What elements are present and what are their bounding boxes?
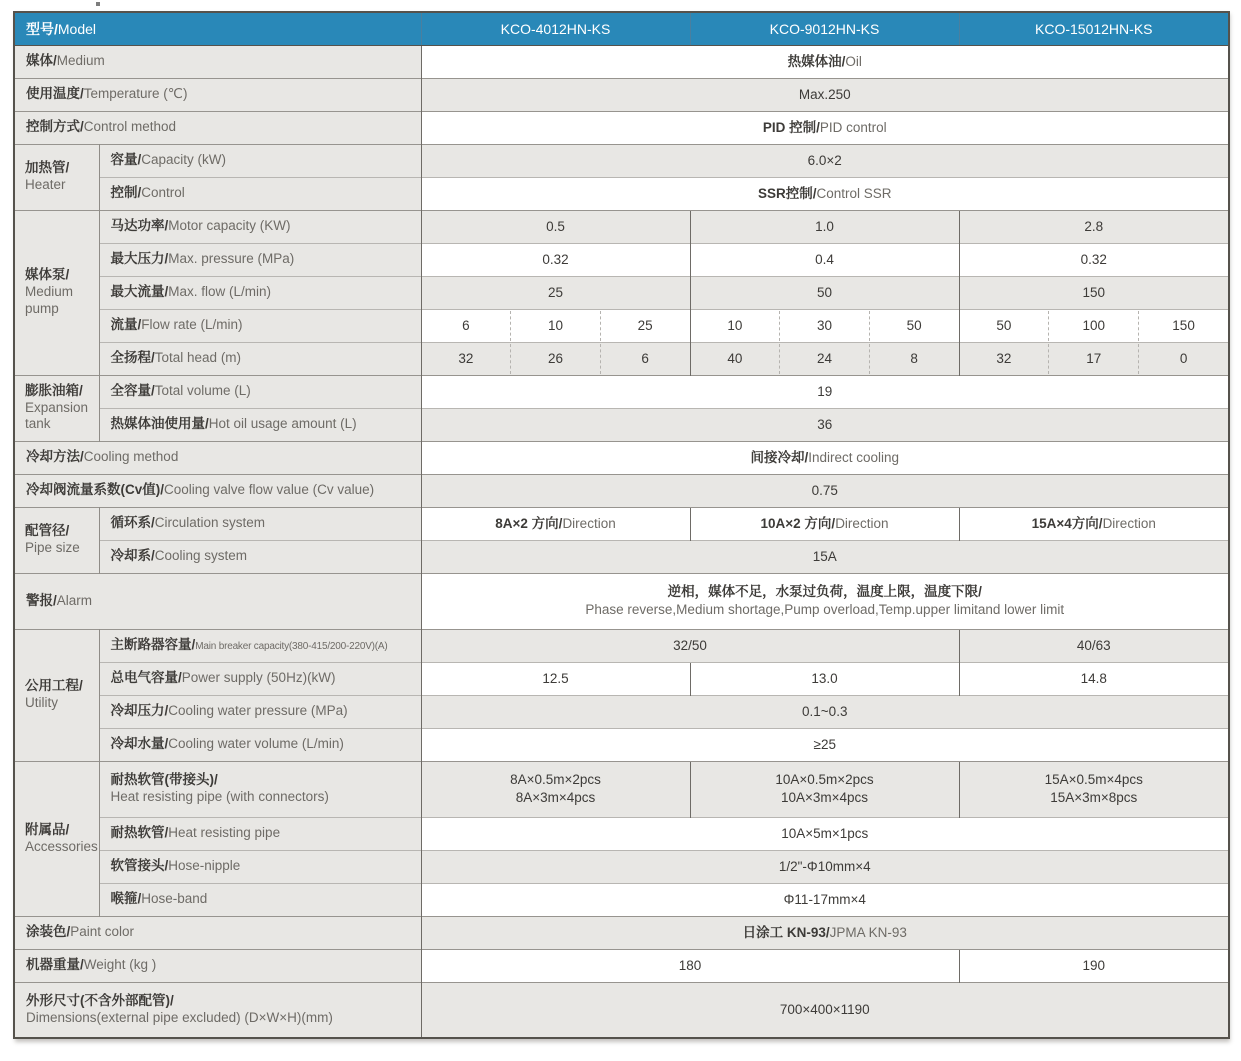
value-cell: 1/2"-Φ10mm×4 bbox=[421, 850, 1229, 883]
value-cell: 25 bbox=[421, 276, 690, 309]
row-label bbox=[14, 573, 421, 629]
sub-value: 17 bbox=[1048, 344, 1138, 374]
value-cell: 2.8 bbox=[959, 210, 1229, 243]
row-label bbox=[99, 144, 421, 177]
row-label bbox=[99, 408, 421, 441]
row-label bbox=[14, 111, 421, 144]
row-label bbox=[99, 629, 421, 662]
group-label-zh: 配管径/ bbox=[25, 523, 70, 539]
value-cell: 1.0 bbox=[690, 210, 959, 243]
group-label-en: Pipe size bbox=[25, 540, 80, 555]
sub-value: 24 bbox=[779, 344, 869, 374]
row-label bbox=[99, 507, 421, 540]
row-label-en: Total volume (L) bbox=[154, 383, 251, 399]
group-label-en: Accessories bbox=[25, 838, 98, 854]
sub-value-group bbox=[960, 311, 1229, 341]
row-label-en: Hose-nipple bbox=[168, 858, 241, 874]
row-label bbox=[14, 441, 421, 474]
value-zh: 15A×4方向/ bbox=[1031, 515, 1103, 531]
value-zh: PID 控制/ bbox=[762, 119, 820, 135]
value-cell: 0.32 bbox=[421, 243, 690, 276]
group-label-en: Utility bbox=[25, 695, 58, 710]
group-label-zh: 加热管/ bbox=[25, 160, 70, 176]
sub-value-group bbox=[422, 344, 690, 374]
value-cell bbox=[690, 507, 959, 540]
value-zh: SSR控制/ bbox=[757, 185, 817, 201]
value-cell: 15A bbox=[421, 540, 1229, 573]
sub-value: 150 bbox=[1138, 311, 1228, 341]
row-label bbox=[99, 375, 421, 408]
value-line: 10A×3m×4pcs bbox=[780, 790, 869, 805]
sub-value: 6 bbox=[600, 344, 690, 374]
value-cell bbox=[690, 761, 959, 817]
value-line: 15A×3m×8pcs bbox=[1050, 790, 1138, 805]
model-label-en: Model bbox=[57, 20, 97, 37]
sub-value: 0 bbox=[1138, 344, 1228, 374]
value-en: PID control bbox=[819, 119, 887, 135]
row-label-zh: 喉箍/ bbox=[110, 891, 142, 907]
value-line: 逆相，媒体不足，水泵过负荷，温度上限，温度下限/ bbox=[667, 584, 982, 600]
row-label-en: Hose-band bbox=[141, 891, 208, 907]
row-label-en: Capacity (kW) bbox=[141, 152, 227, 168]
model-header: KCO-4012HN-KS bbox=[421, 12, 690, 45]
value-cell bbox=[421, 916, 1229, 949]
group-label bbox=[14, 144, 99, 210]
sub-value: 10 bbox=[510, 311, 600, 341]
value-zh: 8A×2 方向/ bbox=[495, 515, 563, 531]
row-label-zh: 循环系/ bbox=[110, 515, 155, 531]
spec-table-wrap bbox=[13, 11, 1228, 1039]
row-label bbox=[99, 276, 421, 309]
row-label bbox=[99, 342, 421, 375]
value-en: JPMA KN-93 bbox=[829, 924, 907, 940]
row-label-en: Heat resisting pipe (with connectors) bbox=[110, 789, 329, 804]
value-cell: 13.0 bbox=[690, 662, 959, 695]
row-label-en: Temperature (℃) bbox=[83, 86, 188, 102]
value-cell: 0.75 bbox=[421, 474, 1229, 507]
row-label bbox=[14, 982, 421, 1038]
row-label-zh: 机器重量/ bbox=[26, 957, 84, 973]
row-label-zh: 冷却阀流量系数(Cv值)/ bbox=[26, 482, 164, 498]
sub-value: 10 bbox=[727, 317, 743, 333]
row-label-en: Total head (m) bbox=[154, 350, 242, 366]
value-en: Direction bbox=[835, 515, 889, 531]
group-label-zh: 附属品/ bbox=[25, 821, 70, 837]
value-cell: 180 bbox=[421, 949, 959, 982]
row-label-en: Cooling system bbox=[154, 548, 248, 564]
row-label-zh: 软管接头/ bbox=[110, 858, 169, 874]
top-edge-text-fragment bbox=[96, 2, 100, 6]
row-label-zh: 热媒体油使用量/ bbox=[110, 416, 209, 432]
value-cell: 50 bbox=[690, 276, 959, 309]
value-cell: 700×400×1190 bbox=[421, 982, 1229, 1038]
value-zh: 间接冷却/ bbox=[750, 449, 809, 465]
value-cell: 150 bbox=[959, 276, 1229, 309]
sub-value-group bbox=[422, 311, 690, 341]
sub-value-group bbox=[691, 311, 959, 341]
value-cell bbox=[421, 111, 1229, 144]
group-label bbox=[14, 210, 99, 375]
value-cell: 0.4 bbox=[690, 243, 959, 276]
row-label-zh: 耐热软管(带接头)/ bbox=[110, 772, 218, 788]
row-label bbox=[99, 210, 421, 243]
sub-value: 32 bbox=[458, 350, 474, 366]
row-label bbox=[99, 540, 421, 573]
group-label-zh: 膨胀油箱/ bbox=[25, 382, 83, 398]
value-cell bbox=[959, 761, 1229, 817]
row-label bbox=[99, 695, 421, 728]
value-line: 10A×0.5m×2pcs bbox=[775, 772, 874, 788]
row-label-en: Weight (kg ) bbox=[83, 957, 157, 973]
value-cell bbox=[421, 177, 1229, 210]
row-label-en: Circulation system bbox=[154, 515, 266, 531]
sub-value: 50 bbox=[996, 317, 1012, 333]
row-label-en: Cooling valve flow value (Cv value) bbox=[164, 482, 375, 498]
value-cell: 14.8 bbox=[959, 662, 1229, 695]
value-cell bbox=[421, 507, 690, 540]
row-label-en: Cooling water pressure (MPa) bbox=[168, 703, 348, 719]
value-zh: 热媒体油/ bbox=[787, 53, 846, 69]
value-cell: ≥25 bbox=[421, 728, 1229, 761]
value-cell bbox=[421, 573, 1229, 629]
value-cell bbox=[690, 309, 959, 342]
value-en: Indirect cooling bbox=[808, 449, 900, 465]
sub-value: 100 bbox=[1048, 311, 1138, 341]
value-en: Oil bbox=[845, 53, 862, 69]
row-label-zh: 最大流量/ bbox=[110, 284, 169, 300]
sub-value-group bbox=[691, 344, 959, 374]
group-label bbox=[14, 375, 99, 441]
row-label-en: Alarm bbox=[56, 592, 93, 608]
group-label bbox=[14, 761, 99, 916]
row-label bbox=[99, 309, 421, 342]
value-cell bbox=[421, 309, 690, 342]
value-line: 15A×0.5m×4pcs bbox=[1044, 772, 1143, 788]
row-label-en: Cooling water volume (L/min) bbox=[168, 736, 344, 752]
row-label-zh: 控制方式/ bbox=[26, 119, 84, 135]
row-label-zh: 冷却方法/ bbox=[26, 449, 84, 465]
row-label-en: Cooling method bbox=[83, 449, 179, 465]
row-label-zh: 涂装色/ bbox=[26, 924, 71, 940]
value-cell: 0.5 bbox=[421, 210, 690, 243]
value-zh: 日涂工 KN-93/ bbox=[742, 924, 830, 940]
model-row-label bbox=[14, 12, 421, 45]
group-label bbox=[14, 629, 99, 761]
row-label-en: Hot oil usage amount (L) bbox=[208, 416, 357, 432]
value-en: Control SSR bbox=[816, 185, 892, 201]
value-line: Phase reverse,Medium shortage,Pump overload,Temp.upper limitand lower limit bbox=[585, 602, 1065, 617]
sub-value-group bbox=[960, 344, 1229, 374]
group-label-zh: 媒体泵/ bbox=[25, 267, 70, 283]
row-label bbox=[99, 850, 421, 883]
row-label-zh: 马达功率/ bbox=[110, 218, 169, 234]
group-label bbox=[14, 507, 99, 573]
row-label-en: Max. pressure (MPa) bbox=[168, 251, 295, 267]
value-cell bbox=[421, 45, 1229, 78]
row-label-en: Motor capacity (KW) bbox=[168, 218, 291, 234]
value-cell bbox=[959, 507, 1229, 540]
row-label-en: Main breaker capacity(380-415/200-220V)(A) bbox=[195, 641, 388, 653]
row-label bbox=[99, 662, 421, 695]
value-cell: 190 bbox=[959, 949, 1229, 982]
row-label-en: Heat resisting pipe bbox=[168, 825, 281, 841]
value-cell: 32/50 bbox=[421, 629, 959, 662]
value-cell bbox=[959, 342, 1229, 375]
value-cell: Φ11-17mm×4 bbox=[421, 883, 1229, 916]
value-cell: 6.0×2 bbox=[421, 144, 1229, 177]
sub-value: 6 bbox=[462, 317, 470, 333]
row-label-en: Power supply (50Hz)(kW) bbox=[181, 670, 336, 686]
row-label-zh: 流量/ bbox=[110, 317, 142, 333]
value-cell: 0.1~0.3 bbox=[421, 695, 1229, 728]
sub-value: 32 bbox=[996, 350, 1012, 366]
row-label bbox=[14, 78, 421, 111]
row-label-en: Control bbox=[141, 185, 185, 201]
sub-value: 26 bbox=[510, 344, 600, 374]
row-label-zh: 总电气容量/ bbox=[110, 670, 182, 686]
model-header: KCO-15012HN-KS bbox=[959, 12, 1229, 45]
row-label bbox=[99, 883, 421, 916]
value-cell: 36 bbox=[421, 408, 1229, 441]
value-en: Direction bbox=[562, 515, 616, 531]
row-label-zh: 警报/ bbox=[26, 592, 57, 608]
row-label-en: Dimensions(external pipe excluded) (D×W×H)(mm) bbox=[26, 1009, 333, 1025]
value-cell: 10A×5m×1pcs bbox=[421, 817, 1229, 850]
row-label-zh: 全容量/ bbox=[110, 383, 155, 399]
row-label bbox=[14, 949, 421, 982]
sub-value: 40 bbox=[727, 350, 743, 366]
group-label-en: Heater bbox=[25, 177, 66, 192]
model-header: KCO-9012HN-KS bbox=[690, 12, 959, 45]
value-cell bbox=[421, 761, 690, 817]
row-label-zh: 容量/ bbox=[110, 152, 142, 168]
group-label-en: Expansion tank bbox=[25, 399, 89, 432]
row-label bbox=[99, 817, 421, 850]
row-label-zh: 外形尺寸(不含外部配管)/ bbox=[26, 992, 174, 1008]
row-label-zh: 最大压力/ bbox=[110, 251, 169, 267]
row-label-zh: 主断路器容量/ bbox=[110, 637, 196, 653]
value-cell bbox=[690, 342, 959, 375]
value-cell: 0.32 bbox=[959, 243, 1229, 276]
row-label-zh: 控制/ bbox=[110, 185, 142, 201]
spec-table bbox=[13, 11, 1230, 1039]
row-label bbox=[99, 177, 421, 210]
row-label bbox=[99, 243, 421, 276]
row-label bbox=[14, 45, 421, 78]
sub-value: 50 bbox=[869, 311, 959, 341]
sub-value: 30 bbox=[779, 311, 869, 341]
group-label-en: Medium pump bbox=[25, 284, 74, 316]
row-label-en: Paint color bbox=[70, 924, 135, 940]
value-en: Direction bbox=[1102, 515, 1156, 531]
row-label-zh: 耐热软管/ bbox=[110, 825, 169, 841]
row-label-zh: 冷却压力/ bbox=[110, 703, 169, 719]
value-cell: Max.250 bbox=[421, 78, 1229, 111]
row-label bbox=[99, 761, 421, 817]
row-label-en: Max. flow (L/min) bbox=[168, 284, 272, 300]
model-label-zh: 型号/ bbox=[26, 20, 58, 37]
row-label-en: Medium bbox=[56, 53, 105, 69]
row-label-zh: 全扬程/ bbox=[110, 350, 155, 366]
sub-value: 25 bbox=[600, 311, 690, 341]
row-label bbox=[14, 474, 421, 507]
value-cell bbox=[421, 441, 1229, 474]
sub-value: 8 bbox=[869, 344, 959, 374]
row-label-en: Flow rate (L/min) bbox=[141, 317, 243, 333]
value-cell: 40/63 bbox=[959, 629, 1229, 662]
row-label bbox=[14, 916, 421, 949]
row-label bbox=[99, 728, 421, 761]
value-cell bbox=[959, 309, 1229, 342]
value-zh: 10A×2 方向/ bbox=[760, 515, 836, 531]
value-line: 8A×3m×4pcs bbox=[515, 790, 596, 805]
value-cell: 12.5 bbox=[421, 662, 690, 695]
row-label-zh: 冷却水量/ bbox=[110, 736, 169, 752]
value-cell bbox=[421, 342, 690, 375]
group-label-zh: 公用工程/ bbox=[25, 678, 83, 694]
row-label-zh: 冷却系/ bbox=[110, 548, 155, 564]
value-cell: 19 bbox=[421, 375, 1229, 408]
value-line: 8A×0.5m×2pcs bbox=[510, 772, 601, 788]
row-label-zh: 媒体/ bbox=[26, 53, 57, 69]
row-label-en: Control method bbox=[83, 119, 177, 135]
row-label-zh: 使用温度/ bbox=[26, 86, 84, 102]
